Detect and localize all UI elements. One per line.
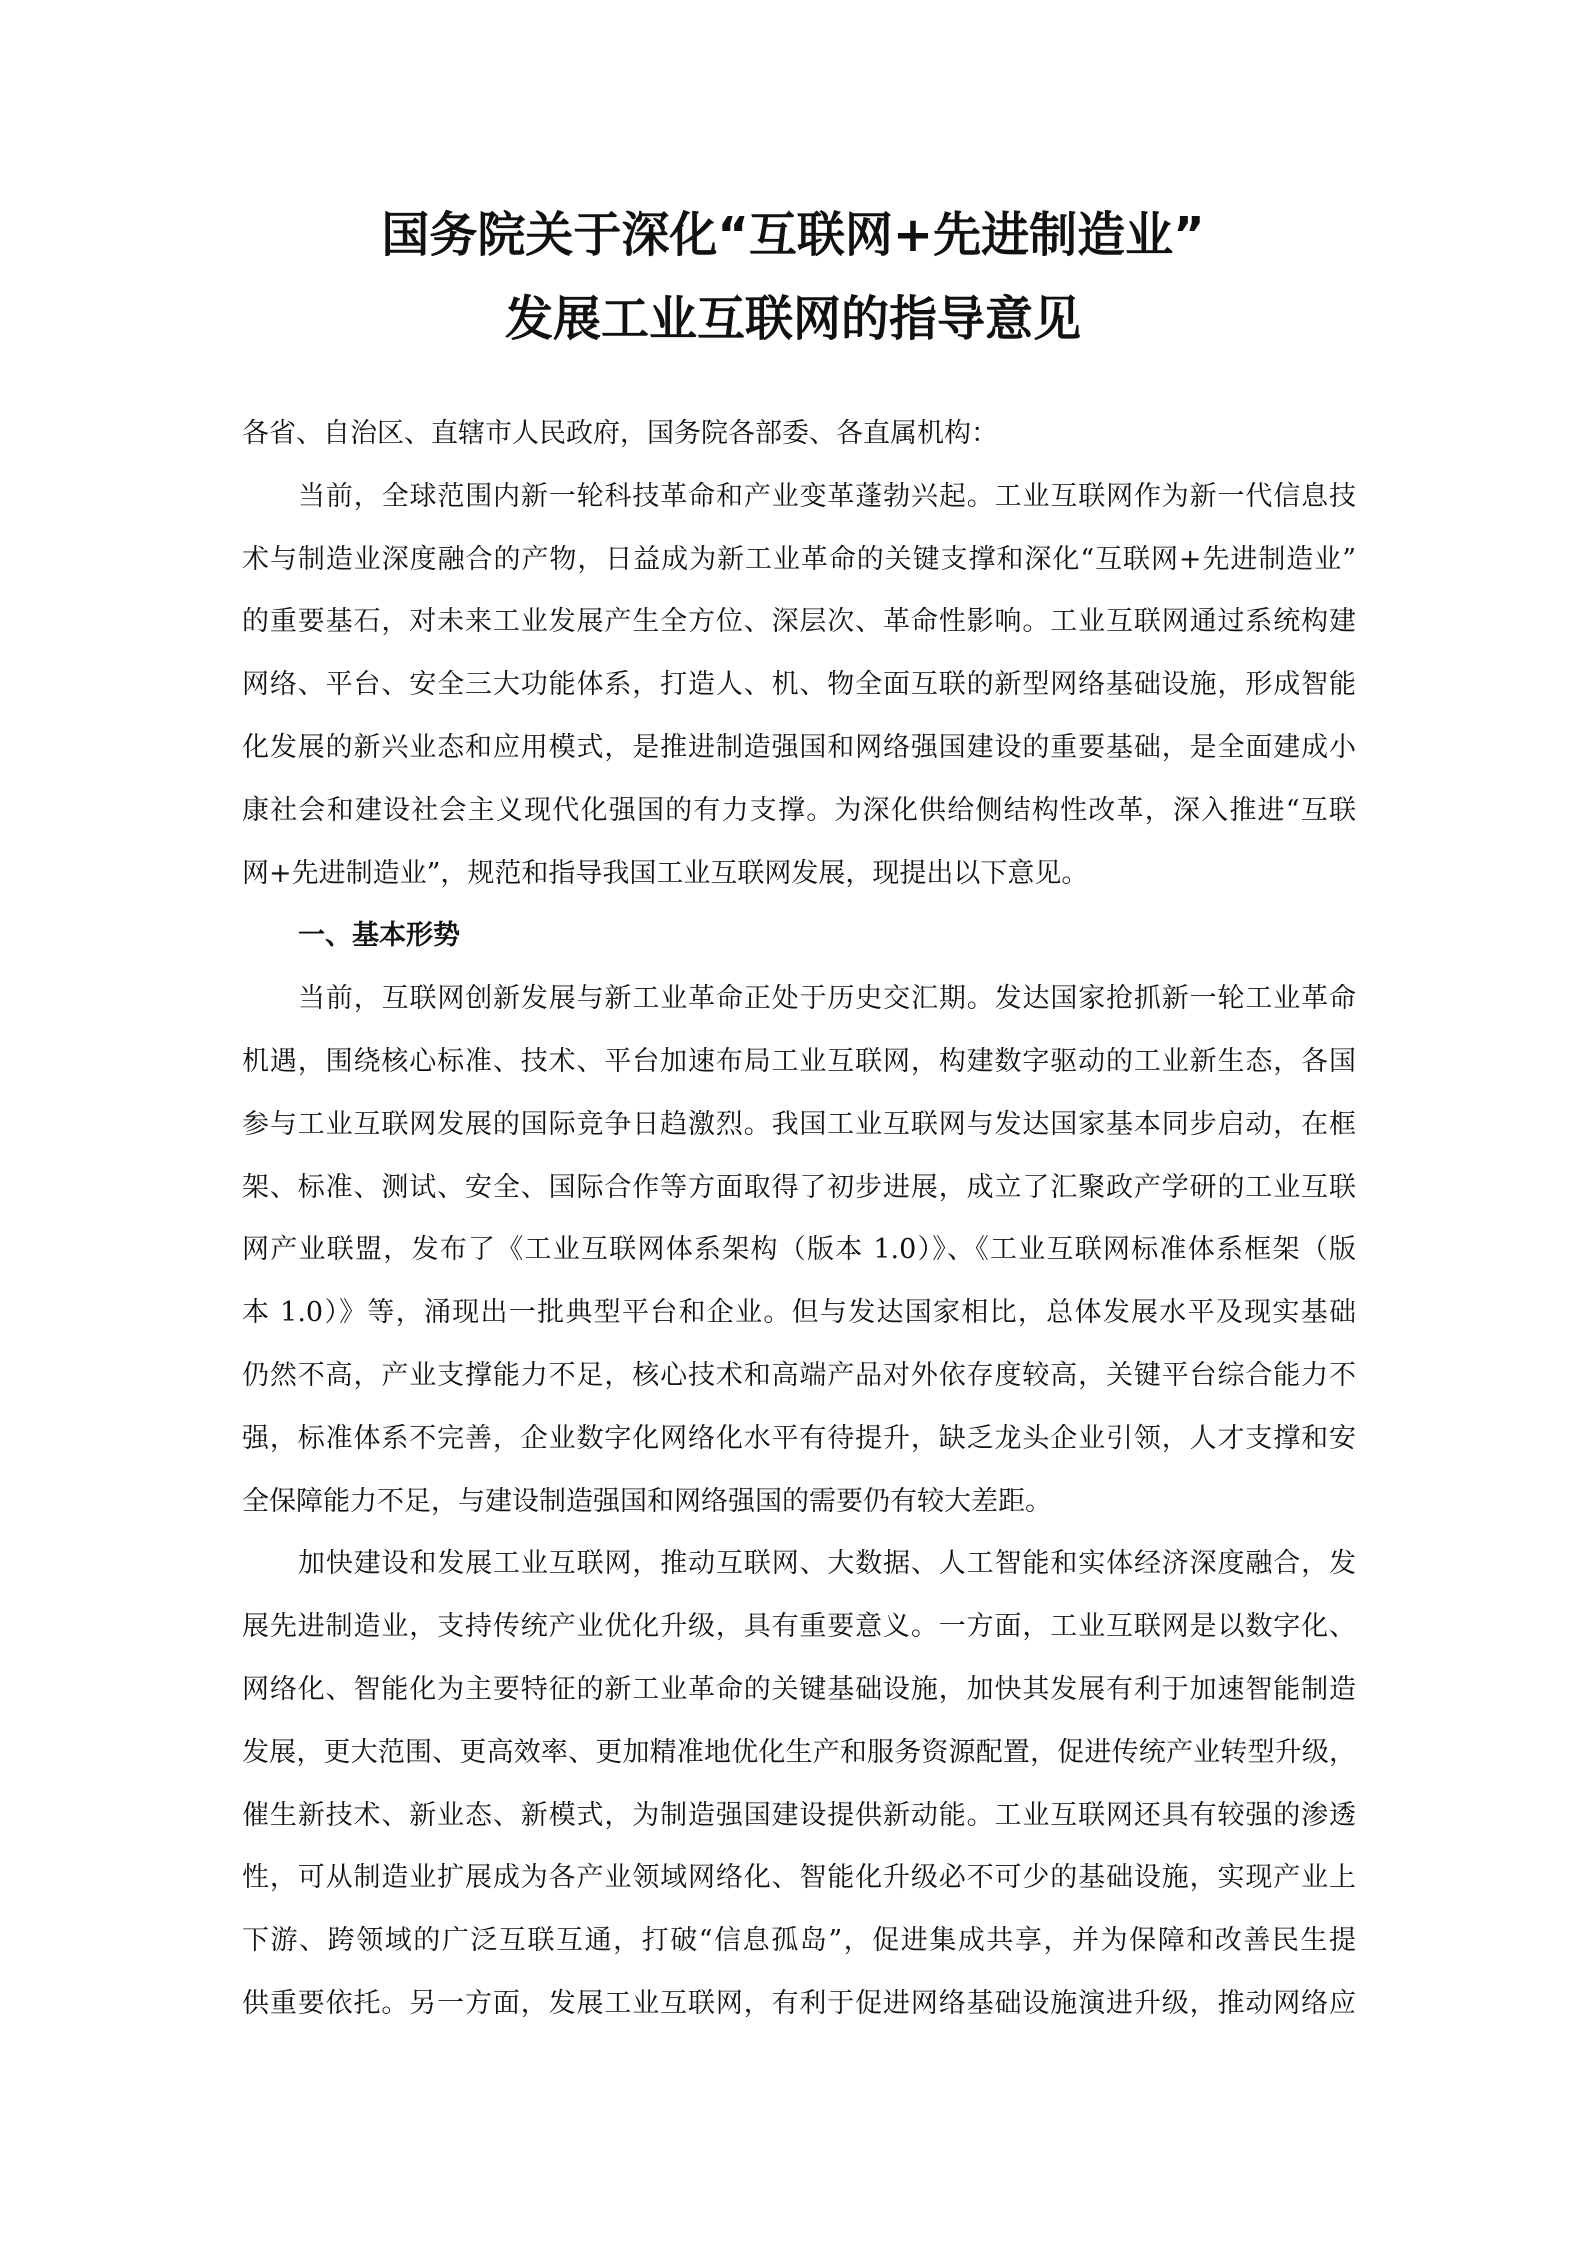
paragraph-line: 当前，全球范围内新一轮科技革命和产业变革蓬勃兴起。工业互联网作为新一代信息技 [298,480,1356,512]
paragraph-line: 当前，互联网创新发展与新工业革命正处于历史交汇期。发达国家抢抓新一轮工业革命 [298,983,1356,1015]
paragraph-line: 架、标准、测试、安全、国际合作等方面取得了初步进展，成立了汇聚政产学研的工业互联 [242,1171,1356,1203]
paragraph-line: 性，可从制造业扩展成为各产业领域网络化、智能化升级必不可少的基础设施，实现产业上 [242,1862,1356,1894]
document-title-line-2: 发展工业互联网的指导意见 [504,291,1081,347]
document-body [242,403,1356,2036]
paragraph-line: 参与工业互联网发展的国际竞争日趋激烈。我国工业互联网与发达国家基本同步启动，在框 [242,1108,1356,1140]
paragraph-line: 发展，更大范围、更高效率、更加精准地优化生产和服务资源配置，促进传统产业转型升级， [242,1736,1356,1768]
paragraph-line: 术与制造业深度融合的产物，日益成为新工业革命的关键支撑和深化“互联网+先进制造业” [242,543,1356,575]
paragraph [242,466,1356,906]
paragraph-line: 展先进制造业，支持传统产业优化升级，具有重要意义。一方面，工业互联网是以数字化、 [242,1611,1356,1643]
paragraph-line: 仍然不高，产业支撑能力不足，核心技术和高端产品对外依存度较高，关键平台综合能力不 [242,1359,1356,1391]
salutation: 各省、自治区、直辖市人民政府，国务院各部委、各直属机构： [242,418,998,449]
paragraph-line: 本 1.0）》等，涌现出一批典型平台和企业。但与发达国家相比，总体发展水平及现实基础 [242,1297,1356,1329]
paragraph-line: 网络、平台、安全三大功能体系，打造人、机、物全面互联的新型网络基础设施，形成智能 [242,669,1356,701]
section-heading [242,905,1356,968]
paragraph-line: 供重要依托。另一方面，发展工业互联网，有利于促进网络基础设施演进升级，推动网络应 [242,1987,1356,2019]
paragraph [242,968,1356,1533]
paragraph-line: 的重要基石，对未来工业发展产生全方位、深层次、革命性影响。工业互联网通过系统构建 [242,606,1356,638]
paragraph-line: 化发展的新兴业态和应用模式，是推进制造强国和网络强国建设的重要基础，是全面建成小 [242,731,1356,763]
section-heading-text: 一、基本形势 [298,920,460,952]
paragraph-line: 加快建设和发展工业互联网，推动互联网、大数据、人工智能和实体经济深度融合，发 [298,1548,1356,1580]
paragraph-line: 下游、跨领域的广泛互联互通，打破“信息孤岛”，促进集成共享，并为保障和改善民生提 [242,1925,1356,1957]
paragraph-line: 网络化、智能化为主要特征的新工业革命的关键基础设施，加快其发展有利于加速智能制造 [242,1673,1356,1705]
paragraph-line: 催生新技术、新业态、新模式，为制造强国建设提供新动能。工业互联网还具有较强的渗透 [242,1799,1356,1831]
paragraph-line: 机遇，围绕核心标准、技术、平台加速布局工业互联网，构建数字驱动的工业新生态，各国 [242,1045,1356,1077]
paragraph-line: 全保障能力不足，与建设制造强国和网络强国的需要仍有较大差距。 [242,1485,1052,1517]
paragraph-line: 网+先进制造业”，规范和指导我国工业互联网发展，现提出以下意见。 [242,857,1089,889]
paragraph-line: 网产业联盟，发布了《工业互联网体系架构（版本 1.0）》、《工业互联网标准体系框架（版 [242,1234,1356,1266]
paragraph [242,1533,1356,2035]
document-title-line-1: 国务院关于深化“互联网+先进制造业” [381,207,1205,263]
paragraph-line: 康社会和建设社会主义现代化强国的有力支撑。为深化供给侧结构性改革，深入推进“互联 [242,794,1356,826]
paragraph-line: 强，标准体系不完善，企业数字化网络化水平有待提升，缺乏龙头企业引领，人才支撑和安 [242,1422,1356,1454]
